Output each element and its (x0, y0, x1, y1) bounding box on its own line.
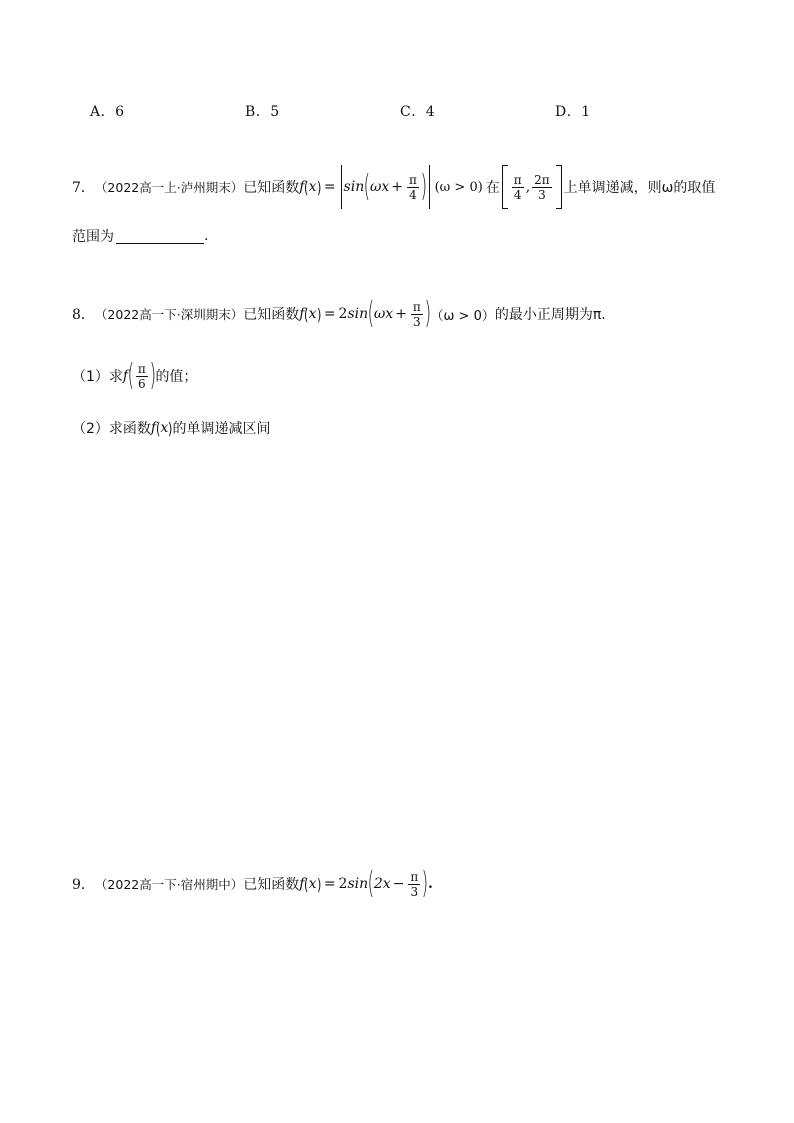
func-name: f (299, 179, 305, 195)
coefficient: 2 (338, 876, 348, 892)
question-7-line-2 (72, 227, 208, 245)
sin-text: sin (347, 876, 369, 892)
big-paren-open: ( (367, 866, 375, 901)
question-number: 9． (72, 877, 95, 893)
frac-num: π (410, 869, 419, 884)
func-var: x (308, 179, 317, 195)
big-paren-close: ) (421, 866, 429, 901)
equals-sign: = (323, 876, 336, 892)
question-prefix: 已知函数 (243, 877, 300, 893)
paren-close: ) (316, 874, 321, 894)
func-name: f (122, 368, 129, 384)
option-b: B．5 (245, 104, 280, 120)
func-var: x (160, 420, 169, 436)
option-a: A．6 (90, 104, 125, 120)
interval-bracket-left (502, 165, 508, 209)
sin-text: sin (343, 179, 365, 195)
sin-text: sin (347, 306, 369, 322)
question-8-part-1 (72, 354, 197, 398)
big-paren-close: ) (149, 358, 156, 393)
question-source: （2022高一下·深圳期末） (94, 307, 244, 322)
big-paren-open: ( (127, 358, 135, 393)
fraction-2pi-over-3 (532, 173, 552, 202)
func-name: f (299, 876, 305, 892)
question-suffix: 的最小正周期为π. (494, 307, 606, 323)
equals-sign: = (323, 179, 336, 195)
big-paren-open: ( (363, 169, 371, 204)
line-end: . (204, 228, 209, 244)
paren-open: ( (156, 418, 161, 438)
omega-x: ωx (369, 179, 390, 195)
question-number: 8． (72, 307, 95, 323)
func-var: x (308, 306, 317, 322)
fraction-pi-over-6 (136, 362, 148, 391)
fraction-pi-over-3 (411, 300, 423, 329)
plus-sign: + (395, 306, 407, 322)
paren-open: ( (304, 177, 309, 197)
paren-close: ) (316, 304, 321, 324)
zai-text: 在 (485, 180, 500, 196)
func-name: f (150, 420, 157, 436)
coefficient: 2 (338, 306, 348, 322)
omega-condition: （ω > 0） (430, 308, 495, 324)
question-prefix: 已知函数 (243, 180, 300, 196)
paren-open: ( (304, 874, 309, 894)
fraction-pi-over-4-b (512, 173, 524, 202)
big-paren-open: ( (367, 296, 375, 331)
two-x: 2x (373, 876, 391, 892)
question-source: （2022高一上·泸州期末） (94, 180, 244, 195)
frac-den: 6 (137, 376, 146, 391)
part-1-end: 的值； (155, 369, 198, 385)
frac-den: 4 (513, 187, 522, 202)
frac-num: π (409, 172, 417, 187)
equals-sign: = (323, 306, 336, 322)
paren-open: ( (304, 304, 309, 324)
fraction-pi-over-3 (408, 870, 420, 899)
answer-blank (116, 229, 204, 244)
part-2-end: 的单调递减区间 (172, 421, 271, 437)
line-end: . (428, 876, 433, 892)
question-8-part-2 (72, 418, 271, 438)
comma: , (525, 179, 531, 195)
frac-den: 3 (413, 314, 421, 329)
omega-x: ωx (373, 306, 394, 322)
abs-bar-right (429, 165, 430, 209)
func-name: f (299, 306, 305, 322)
frac-num: 2π (534, 172, 550, 187)
frac-num: π (137, 361, 146, 376)
question-9-line-1 (72, 862, 433, 906)
option-d: D．1 (555, 104, 591, 120)
question-8-line-1 (72, 292, 606, 336)
answer-label: 范围为 (72, 229, 114, 245)
frac-den: 4 (409, 187, 417, 202)
abs-bar-left (341, 165, 342, 209)
question-prefix: 已知函数 (243, 307, 300, 323)
minus-sign: − (392, 876, 405, 892)
interval-bracket-right (556, 165, 562, 209)
frac-num: π (412, 299, 421, 314)
omega-condition: (ω > 0) (434, 179, 483, 195)
part-1-label: （1）求 (72, 369, 123, 385)
question-7-line-1 (72, 163, 715, 211)
plus-sign: + (391, 179, 403, 195)
option-c: C．4 (400, 104, 436, 120)
part-2-label: （2）求函数 (72, 421, 151, 437)
paren-close: ) (316, 177, 321, 197)
fraction-pi-over-4 (407, 173, 419, 202)
big-paren-close: ) (424, 296, 431, 331)
func-var: x (308, 876, 317, 892)
paren-close: ) (168, 418, 173, 438)
frac-den: 3 (410, 884, 419, 899)
frac-den: 3 (538, 187, 546, 202)
question-source: （2022高一下·宿州期中） (94, 877, 244, 892)
question-number: 7． (72, 180, 95, 196)
question-suffix: 上单调递减，则ω的取值 (563, 180, 716, 196)
frac-num: π (513, 172, 522, 187)
big-paren-close: ) (420, 169, 427, 204)
